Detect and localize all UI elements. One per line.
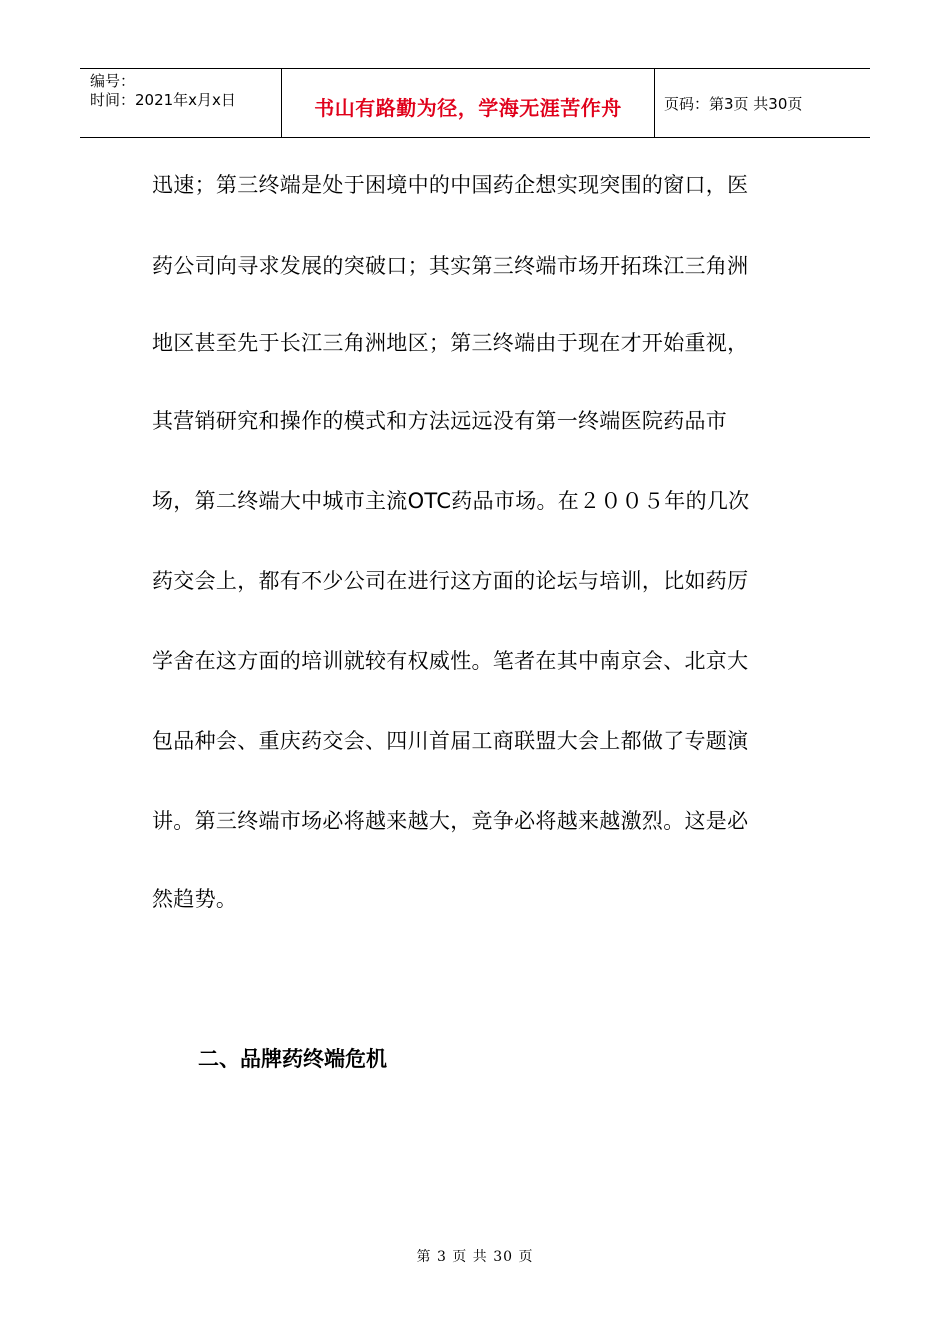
body-line: 讲。第三终端市场必将越来越大，竞争必将越来越激烈。这是必 — [152, 809, 749, 833]
body-line: 场，第二终端大中城市主流OTC药品市场。在２００５年的几次 — [152, 489, 750, 513]
document-time-label: 时间：2021年x月x日 — [90, 91, 236, 109]
body-line: 学舍在这方面的培训就较有权威性。笔者在其中南京会、北京大 — [152, 649, 749, 673]
body-line: 包品种会、重庆药交会、四川首届工商联盟大会上都做了专题演 — [152, 729, 749, 753]
body-line: 药公司向寻求发展的突破口；其实第三终端市场开拓珠江三角洲 — [152, 254, 749, 278]
body-line: 地区甚至先于长江三角洲地区；第三终端由于现在才开始重视， — [152, 331, 749, 355]
body-line: 迅速；第三终端是处于困境中的中国药企想实现突围的窗口，医 — [152, 173, 749, 197]
body-line: 药交会上，都有不少公司在进行这方面的论坛与培训，比如药厉 — [152, 569, 749, 593]
body-line: 其营销研究和操作的模式和方法远远没有第一终端医院药品市 — [152, 409, 728, 433]
page-footer: 第 3 页 共 30 页 — [416, 1249, 534, 1265]
header-page-cell — [654, 69, 870, 137]
header-motto-cell — [281, 69, 655, 137]
header-left-cell — [80, 69, 281, 137]
header-motto: 书山有路勤为径，学海无涯苦作舟 — [314, 96, 622, 120]
body-line: 然趋势。 — [152, 887, 238, 911]
header-page-info: 页码：第3页 共30页 — [664, 95, 803, 113]
document-number-label: 编号： — [90, 72, 136, 90]
section-heading: 二、品牌药终端危机 — [198, 1047, 387, 1071]
document-header — [80, 68, 870, 138]
